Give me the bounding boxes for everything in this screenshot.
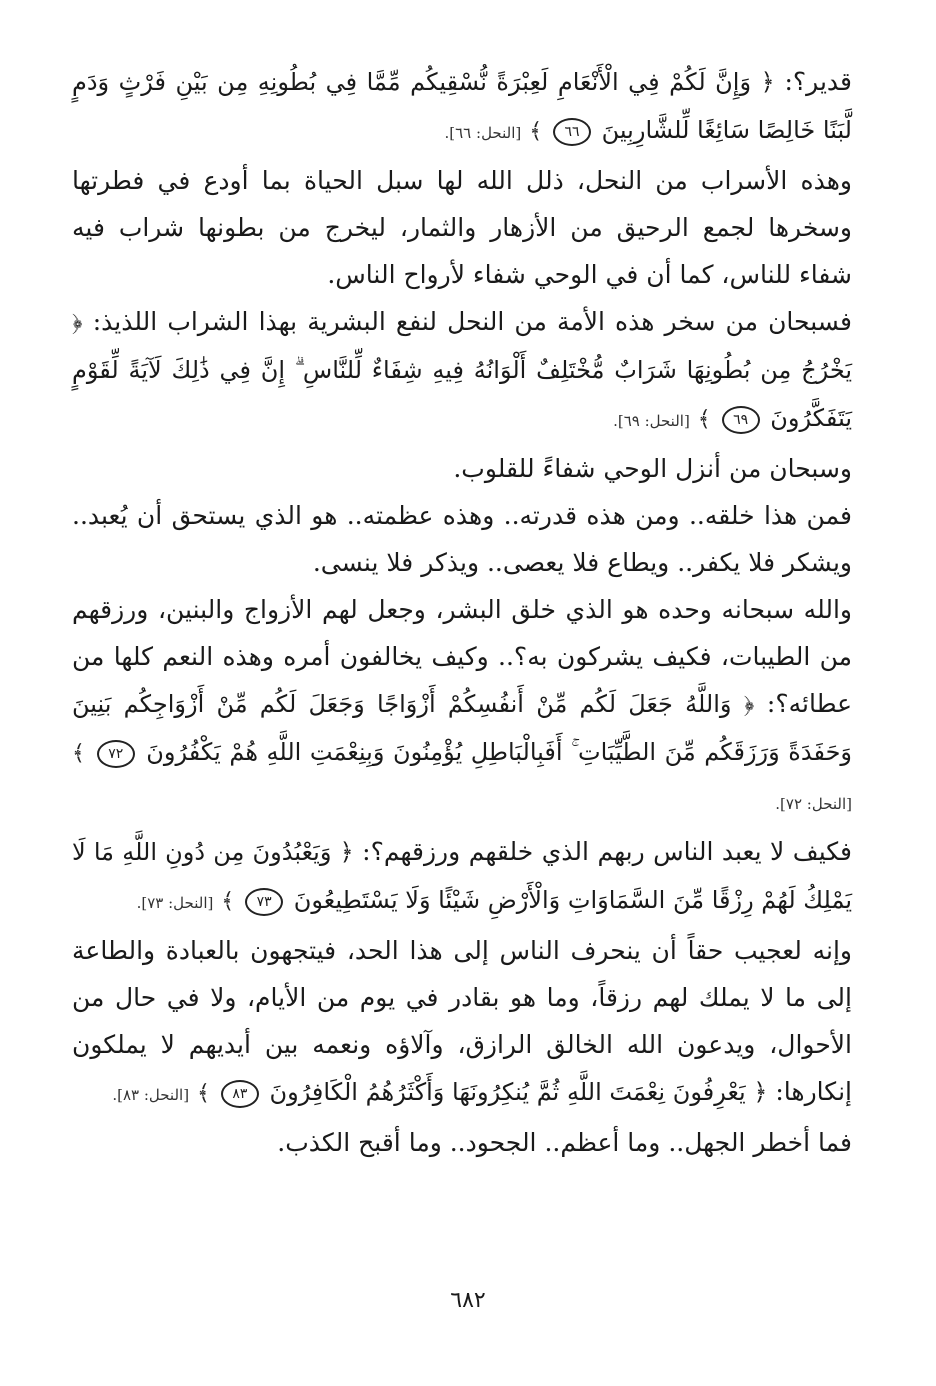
paragraph-text: فمن هذا خلقه.. ومن هذه قدرته.. وهذه عظمته.. هو الذي يستحق أن يُعبد.. ويشكر فلا يكفر.. ويطاع فلا يعصى.. ويذكر فلا ينسى. [72,501,852,577]
ayah-number-marker: ٦٦ [553,118,591,146]
paragraph-bees [72,157,852,298]
paragraph-text: فسبحان من سخر هذه الأمة من النحل لنفع البشرية بهذا الشراب اللذيذ: [82,307,852,336]
verse-reference: [النحل: ٦٩]. [613,412,690,430]
ayah-number-marker: ٦٩ [722,406,760,434]
paragraph-revelation [72,445,852,492]
paragraph-text: وهذه الأسراب من النحل، ذلل الله لها سبل الحياة بما أودع في فطرتها وسخرها لجمع الرحيق من الأزهار والثمار، ليخرج من بطونها شراب فيه شفاء للناس، كما أن في الوحي شفاء لأرواح الناس. [72,166,852,289]
paragraph-text: والله سبحانه وحده هو الذي خلق البشر، وجعل لهم الأزواج والبنين، ورزقهم من الطيبات، فكيف يشركون به؟.. وكيف يخالفون أمره وهذه النعم كلها من عطائه؟: [72,595,852,718]
verse-reference: [النحل: ٦٦]. [444,124,522,142]
paragraph-worship [72,492,852,586]
paragraph-text: قدير؟: [774,67,852,96]
verse-close-bracket: ﴾ [197,1081,210,1106]
page-number: ٦٨٢ [450,1288,486,1313]
ayah-number-marker: ٧٢ [97,740,135,768]
paragraph-text: وسبحان من أنزل الوحي شفاءً للقلوب. [453,454,852,483]
quran-verse: ﴿ يَعْرِفُونَ نِعْمَتَ اللَّهِ ثُمَّ يُنكِرُونَهَا وَأَكْثَرُهُمُ الْكَافِرُونَ [261,1078,768,1106]
paragraph-verse-nahl-83 [72,927,852,1119]
quran-verse: ﴿ وَيَعْبُدُونَ مِن دُونِ اللَّهِ مَا لَا يَمْلِكُ لَهُمْ رِزْقًا مِّنَ السَّمَاوَاتِ وَالْأَرْضِ شَيْئًا وَلَا يَسْتَطِيعُونَ [72,838,852,914]
quran-verse: ﴿ يَخْرُجُ مِن بُطُونِهَا شَرَابٌ مُّخْتَلِفٌ أَلْوَانُهُ فِيهِ شِفَاءٌ لِّلنَّاسِ ۗ إِنَّ فِي ذَٰلِكَ لَآيَةً لِّقَوْمٍ يَتَفَكَّرُونَ [72,308,852,432]
verse-reference: [النحل: ٨٣]. [112,1086,190,1104]
quran-verse: ﴿ وَإِنَّ لَكُمْ فِي الْأَنْعَامِ لَعِبْرَةً نُّسْقِيكُم مِّمَّا فِي بُطُونِهِ مِن بَيْنِ فَرْثٍ وَدَمٍ لَّبَنًا خَالِصًا سَائِغًا لِّلشَّارِبِينَ [72,68,852,144]
verse-close-bracket: ﴾ [221,889,235,914]
paragraph-verse-nahl-72 [72,586,852,828]
page-body [72,58,852,1166]
paragraph-verse-nahl-66 [72,58,852,157]
paragraph-verse-nahl-69 [72,298,852,445]
paragraph-text: فما أخطر الجهل.. وما أعظم.. الجحود.. وما أقبح الكذب. [277,1128,852,1157]
paragraph-text: وإنه لعجيب حقاً أن ينحرف الناس إلى هذا الحد، فيتجهون بالعبادة والطاعة إلى ما لا يملك لهم رزقاً، وما هو بقادر في يوم من الأيام، ولا في حال من الأحوال، ويدعون الله الخالق الرازق، وآلاؤه ونعمه بين أيديهم لا يملكون إنكارها: [72,936,852,1106]
paragraph-verse-nahl-73 [72,828,852,927]
ayah-number-marker: ٨٣ [221,1080,259,1108]
quran-verse: ﴿ وَاللَّهُ جَعَلَ لَكُم مِّنْ أَنفُسِكُمْ أَزْوَاجًا وَجَعَلَ لَكُم مِّنْ أَزْوَاجِكُم بَنِينَ وَحَفَدَةً وَرَزَقَكُم مِّنَ الطَّيِّبَاتِ ۚ أَفَبِالْبَاطِلِ يُؤْمِنُونَ وَبِنِعْمَتِ اللَّهِ هُمْ يَكْفُرُونَ [72,690,853,766]
ayah-number-marker: ٧٣ [245,888,283,916]
verse-reference: [النحل: ٧٢]. [775,795,852,813]
paragraph-closing [72,1119,852,1166]
verse-close-bracket: ﴾ [697,407,711,432]
verse-close-bracket: ﴾ [72,741,85,766]
verse-reference: [النحل: ٧٣]. [136,894,214,912]
verse-close-bracket: ﴾ [529,119,543,144]
paragraph-text: فكيف لا يعبد الناس ربهم الذي خلقهم ورزقهم؟: [353,837,852,866]
